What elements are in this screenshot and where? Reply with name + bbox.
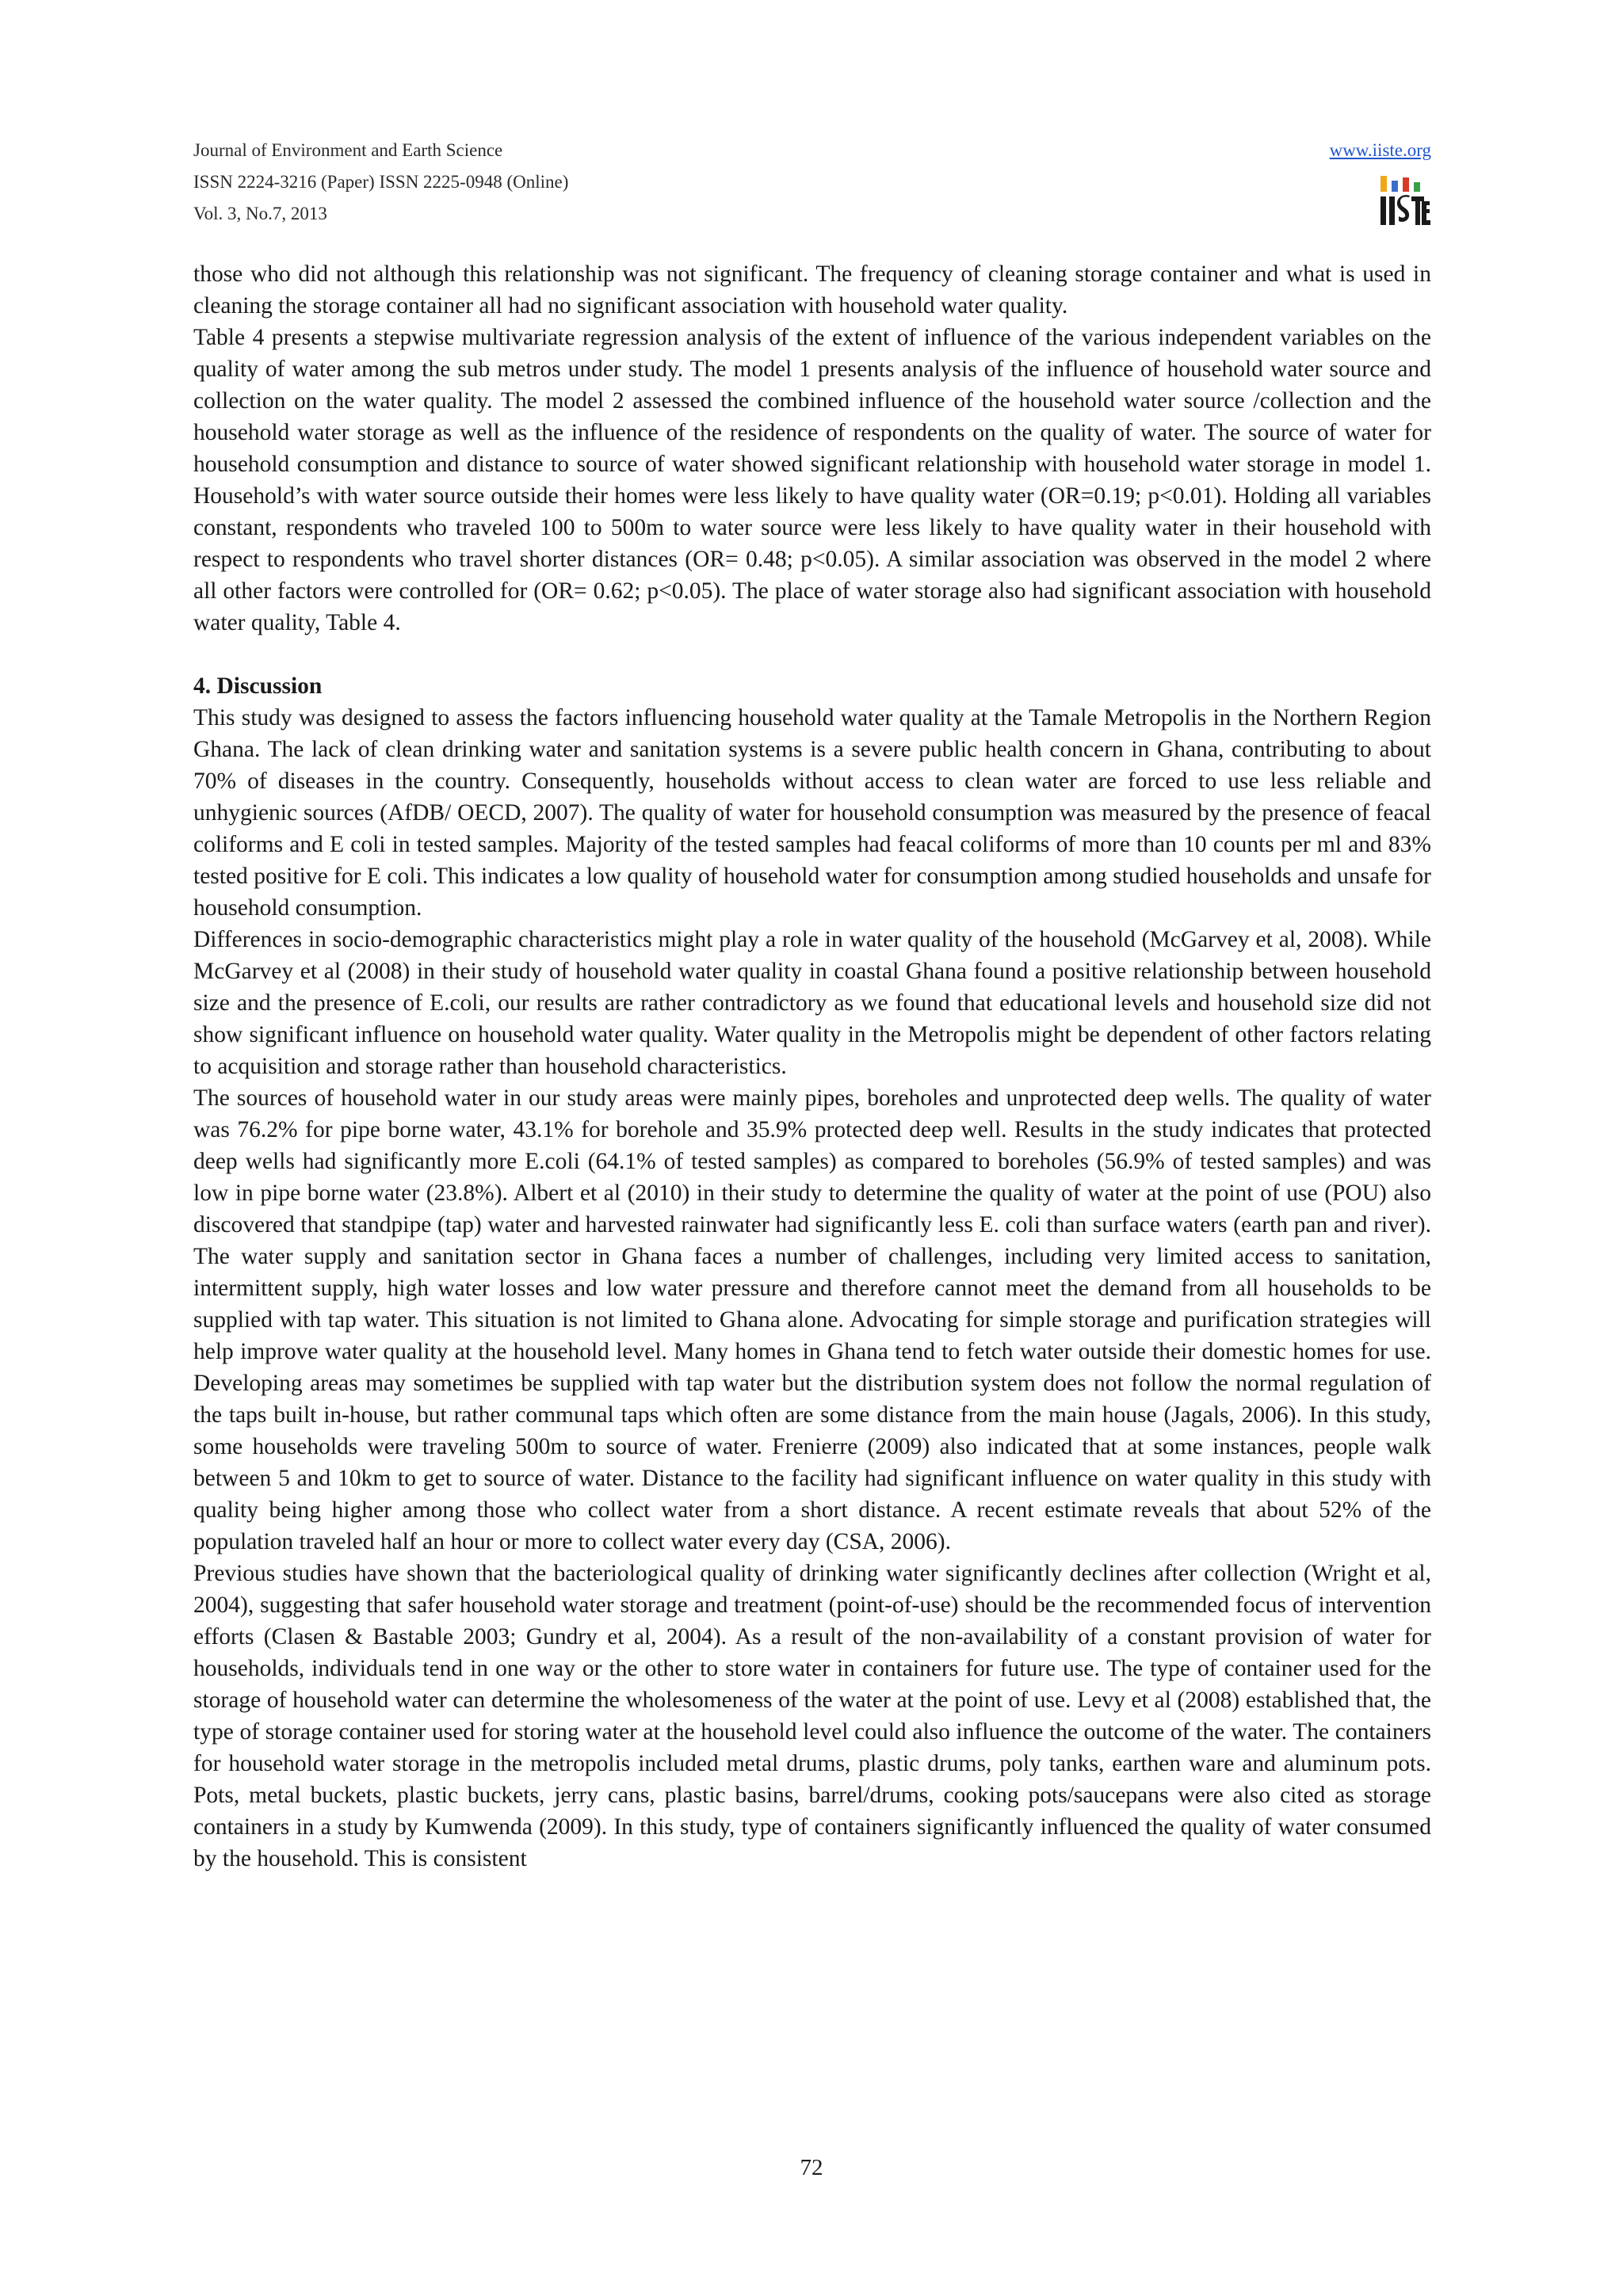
article-body [193,258,1431,1875]
paragraph-water-sources: The sources of household water in our study areas were mainly pipes, boreholes and unprotected deep wells. The quality of water was 76.2% for pipe borne water, 43.1% for borehole and 35.9% protected deep well. Results in the study indicates that protected deep wells had significantly more E.coli (64.1% of tested samples) as compared to boreholes (56.9% of tested samples) and was low in pipe borne water (23.8%). Albert et al (2010) in their study to determine the quality of water at the point of use (POU) also discovered that standpipe (tap) water and harvested rainwater had significantly less E. coli than surface waters (earth pan and river). The water supply and sanitation sector in Ghana faces a number of challenges, including very limited access to sanitation, intermittent supply, high water losses and low water pressure and therefore cannot meet the demand from all households to be supplied with tap water. This situation is not limited to Ghana alone. Advocating for simple storage and purification strategies will help improve water quality at the household level. Many homes in Ghana tend to fetch water outside their domestic homes for use. Developing areas may sometimes be supplied with tap water but the distribution system does not follow the normal regulation of the taps built in-house, but rather communal taps which often are some distance from the main house (Jagals, 2006). In this study, some households were traveling 500m to source of water. Frenierre (2009) also indicated that at some instances, people walk between 5 and 10km to get to source of water. Distance to the facility had significant influence on water quality in this study with quality being higher among those who collect water from a short distance. A recent estimate reveals that about 52% of the population traveled half an hour or more to collect water every day (CSA, 2006). [193,1085,1431,1554]
section-heading-discussion: 4. Discussion [193,673,323,699]
paragraph-socio-demographic: Differences in socio-demographic characteristics might play a role in water quality of the household (McGarvey et al, 2008). While McGarvey et al (2008) in their study of household water quality in coastal Ghana found a positive relationship between household size and the presence of E.coli, our results are rather contradictory as we found that educational levels and household size did not show significant influence on household water quality. Water quality in the Metropolis might be dependent of other factors relating to acquisition and storage rather than household characteristics. [193,927,1431,1079]
iiste-logo [1377,173,1431,228]
website-link[interactable]: www.iiste.org [1329,140,1431,160]
page-number: 72 [800,2155,823,2180]
paragraph-results-continued: those who did not although this relationship was not significant. The frequency of cleaning storage container and what is used in cleaning the storage container all had no significant association with household water quality. [193,261,1431,318]
paragraph-regression-analysis: Table 4 presents a stepwise multivariate regression analysis of the extent of influence of the various independent variables on the quality of water among the sub metros under study. The model 1 presents analysis of the influence of household water source and collection on the water quality. The model 2 assessed the combined influence of the household water source /collection and the household water storage as well as the influence of the residence of respondents on the quality of water. The source of water for household consumption and distance to source of water showed significant relationship with household water storage in model 1. Household’s with water source outside their homes were less likely to have quality water (OR=0.19; p<0.01). Holding all variables constant, respondents who traveled 100 to 500m to water source were less likely to have quality water in their household with respect to respondents who travel shorter distances (OR= 0.48; p<0.05). A similar association was observed in the model 2 where all other factors were controlled for (OR= 0.62; p<0.05). The place of water storage also had significant association with household water quality, Table 4. [193,325,1431,635]
journal-header [193,133,1431,235]
paragraph-water-storage: Previous studies have shown that the bacteriological quality of drinking water significantly declines after collection (Wright et al, 2004), suggesting that safer household water storage and treatment (point-of-use) should be the recommended focus of intervention efforts (Clasen & Bastable 2003; Gundry et al, 2004). As a result of the non-availability of a constant provision of water for households, individuals tend in one way or the other to store water in containers for future use. The type of container used for the storage of household water can determine the wholesomeness of the water at the point of use. Levy et al (2008) established that, the type of storage container used for storing water at the household level could also influence the outcome of the water. The containers for household water storage in the metropolis included metal drums, plastic drums, poly tanks, earthen ware and aluminum pots. Pots, metal buckets, plastic buckets, jerry cans, plastic basins, barrel/drums, cooking pots/saucepans were also cited as storage containers in a study by Kumwenda (2009). In this study, type of containers significantly influenced the quality of water consumed by the household. This is consistent [193,1561,1431,1871]
journal-title: Journal of Environment and Earth Science [193,140,503,160]
paragraph-discussion-intro: This study was designed to assess the factors influencing household water quality at the Tamale Metropolis in the Northern Region Ghana. The lack of clean drinking water and sanitation systems is a severe public health concern in Ghana, contributing to about 70% of diseases in the country. Consequently, households without access to clean water are forced to use less reliable and unhygienic sources (AfDB/ OECD, 2007). The quality of water for household consumption was measured by the presence of feacal coliforms and E coli in tested samples. Majority of the tested samples had feacal coliforms of more than 10 counts per ml and 83% tested positive for E coli. This indicates a low quality of household water for consumption among studied households and unsafe for household consumption. [193,705,1431,921]
journal-volume: Vol. 3, No.7, 2013 [193,204,327,223]
journal-issn: ISSN 2224-3216 (Paper) ISSN 2225-0948 (Online) [193,172,569,192]
